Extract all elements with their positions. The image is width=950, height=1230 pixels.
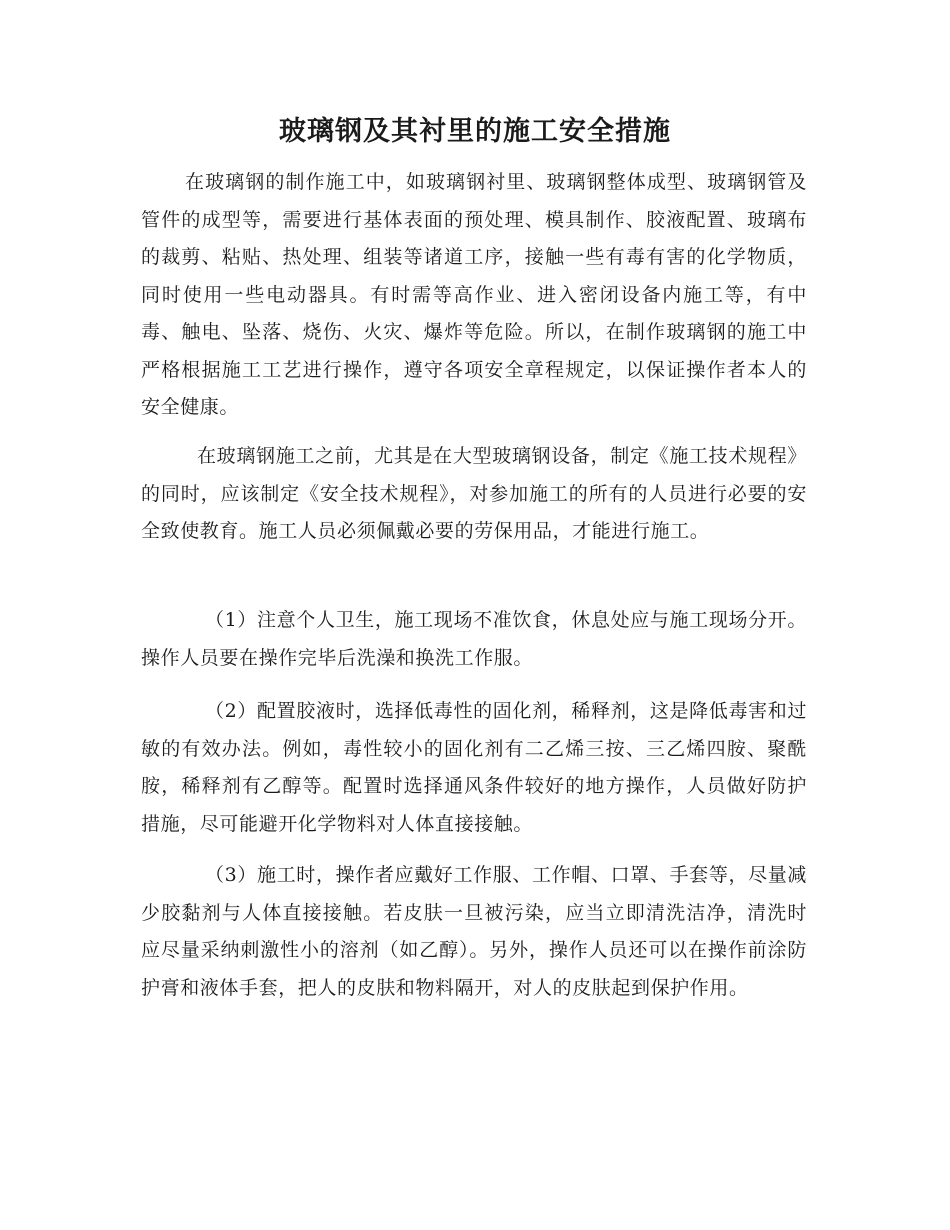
- paragraph-preparation: 在玻璃钢施工之前，尤其是在大型玻璃钢设备，制定《施工技术规程》的同时，应该制定《安全技术规程》，对参加施工的所有的人员进行必要的安全致使教育。施工人员必须佩戴必要的劳保用品，才能进行施工。: [141, 445, 807, 542]
- document-title: 玻璃钢及其衬里的施工安全措施: [279, 116, 671, 147]
- paragraph-item-2: （2）配置胶液时，选择低毒性的固化剂，稀释剂，这是降低毒害和过敏的有效办法。例如，毒性较小的固化剂有二乙烯三按、三乙烯四胺、聚酰胺，稀释剂有乙醇等。配置时选择通风条件较好的地方操作，人员做好防护措施，尽可能避开化学物料对人体直接接触。: [141, 700, 807, 835]
- paragraph-intro: 在玻璃钢的制作施工中，如玻璃钢衬里、玻璃钢整体成型、玻璃钢管及管件的成型等，需要进行基体表面的预处理、模具制作、胶液配置、玻璃布的裁剪、粘贴、热处理、组装等诸道工序，接触一些有毒有害的化学物质，同时使用一些电动器具。有时需等高作业、进入密闭设备内施工等，有中毒、触电、坠落、烧伤、火灾、爆炸等危险。所以，在制作玻璃钢的施工中严格根据施工工艺进行操作，遵守各项安全章程规定，以保证操作者本人的安全健康。: [141, 171, 807, 418]
- paragraph-item-3: （3）施工时，操作者应戴好工作服、工作帽、口罩、手套等，尽量减少胶黏剂与人体直接接触。若皮肤一旦被污染，应当立即清洗洁净，清洗时应尽量采纳刺激性小的溶剂（如乙醇）。另外，操作人员还可以在操作前涂防护膏和液体手套，把人的皮肤和物料隔开，对人的皮肤起到保护作用。: [141, 864, 807, 999]
- paragraph-item-1: （1）注意个人卫生，施工现场不准饮食，休息处应与施工现场分开。操作人员要在操作完毕后洗澡和换洗工作服。: [141, 609, 807, 669]
